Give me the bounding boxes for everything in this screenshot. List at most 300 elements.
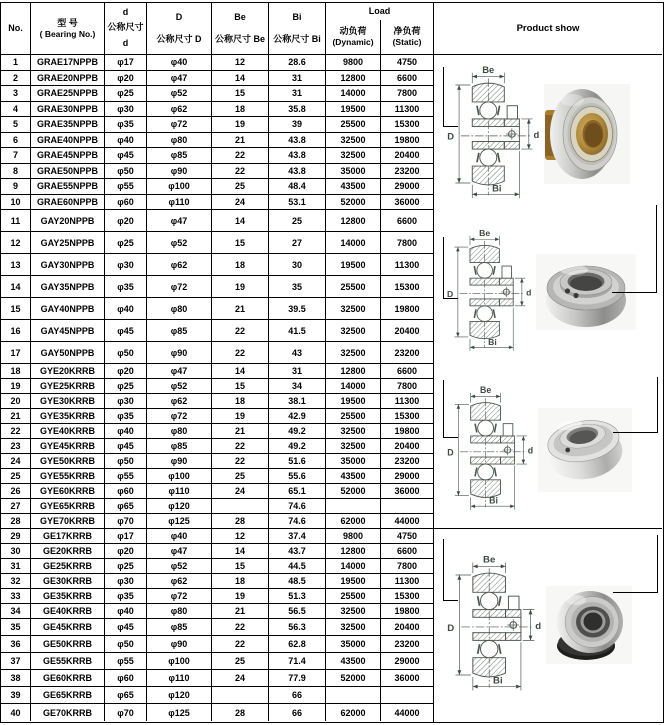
cell-dyn: 19500 [326, 394, 381, 408]
cell-no: 2 [1, 71, 31, 86]
cell-bi: 44.5 [269, 559, 326, 573]
cell-no: 15 [1, 298, 31, 319]
cell-be: 12 [212, 529, 269, 543]
cell-stat: 20400 [394, 622, 420, 632]
cell-bearing: GRAE25NPPB [31, 86, 105, 101]
table-row [1, 574, 433, 589]
table-body [1, 55, 433, 722]
cell-bi: 71.4 [269, 653, 326, 669]
table-row [1, 670, 433, 687]
cell-stat: 19800 [394, 426, 420, 436]
cell-D: φ85 [147, 320, 212, 341]
cell-bi: 39 [269, 117, 326, 132]
cell-bi: 27 [269, 232, 326, 253]
cell-bearing: GAY50NPPB [31, 342, 105, 363]
bearing-cross-section-diagram [444, 63, 542, 205]
cell-bi: 74.6 [269, 514, 326, 528]
cell-no: 39 [1, 687, 31, 703]
cell-bearing: GYE70KRRB [31, 514, 105, 528]
product-section-upper [434, 55, 662, 529]
header-bearing-no [31, 3, 105, 54]
cell-D: φ100 [147, 653, 212, 669]
header-Be [212, 3, 269, 54]
cell-bearing: GE55KRRB [31, 653, 105, 669]
cell-stat: 29000 [394, 471, 420, 481]
product-show-label: Product show [516, 23, 580, 34]
cell-d: φ65 [105, 687, 147, 703]
header-dynamic-cn: 动负荷 [339, 25, 367, 36]
cell-bi: 35.8 [269, 102, 326, 117]
cell-be: 18 [212, 254, 269, 275]
cell-d: φ30 [105, 394, 147, 408]
cell-stat: 36000 [394, 196, 420, 207]
cell-d: φ40 [105, 298, 147, 319]
cell-dyn: 52000 [326, 670, 381, 686]
spec-table [1, 3, 433, 722]
cell-D: φ90 [147, 342, 212, 363]
cell-d: φ45 [105, 320, 147, 341]
cell-no: 34 [1, 604, 31, 618]
cell-D: φ52 [147, 559, 212, 573]
cell-no: 8 [1, 164, 31, 179]
cell-d: φ25 [105, 559, 147, 573]
cell-D: φ72 [147, 117, 212, 132]
image-frame-mark [613, 535, 658, 593]
cell-bearing: GRAE20NPPB [31, 71, 105, 86]
cell-d: φ35 [105, 117, 147, 132]
cell-bi: 38.1 [269, 394, 326, 408]
cell-D: φ100 [147, 179, 212, 194]
table-row [1, 604, 433, 619]
cell-stat: 23200 [394, 165, 420, 176]
cell-no: 27 [1, 499, 31, 513]
cell-bi: 31 [269, 364, 326, 378]
table-row [1, 86, 433, 102]
table-row [1, 298, 433, 320]
table-row [1, 454, 433, 469]
cell-be: 22 [212, 342, 269, 363]
table-row [1, 687, 433, 704]
table-row [1, 71, 433, 87]
bearing-photo-brass-bore [544, 84, 630, 184]
cell-bi: 55.6 [269, 469, 326, 483]
cell-bearing: GRAE60NPPB [31, 195, 105, 210]
cell-D: φ110 [147, 484, 212, 498]
cell-stat: 11300 [394, 103, 420, 114]
table-row [1, 499, 433, 514]
cell-D: φ47 [147, 364, 212, 378]
cell-stat: 7800 [396, 561, 418, 571]
cell-stat: 36000 [394, 673, 420, 683]
bearing-cross-section-diagram [444, 552, 544, 698]
cell-bi: 51.6 [269, 454, 326, 468]
table-row [1, 589, 433, 604]
cell-D: φ80 [147, 604, 212, 618]
cell-dyn: 43500 [326, 653, 381, 669]
cell-no: 30 [1, 544, 31, 558]
cell-stat: 6600 [396, 366, 418, 376]
cell-stat: 19800 [394, 134, 420, 145]
cell-bi: 28.6 [269, 55, 326, 70]
cell-be: 25 [212, 653, 269, 669]
cell-be: 12 [212, 55, 269, 70]
cell-no: 32 [1, 574, 31, 588]
cell-d: φ17 [105, 529, 147, 543]
cell-no: 9 [1, 179, 31, 194]
cell-stat: 11300 [394, 259, 420, 270]
cell-bi: 62.8 [269, 636, 326, 652]
cell-bearing: GAY30NPPB [31, 254, 105, 275]
table-row [1, 636, 433, 653]
cell-d: φ65 [105, 499, 147, 513]
cell-bearing: GYE55KRRB [31, 469, 105, 483]
image-frame-mark [443, 237, 458, 299]
cell-bi: 41.5 [269, 320, 326, 341]
cell-no: 10 [1, 195, 31, 210]
cell-D: φ125 [147, 704, 212, 721]
cell-be: 24 [212, 484, 269, 498]
header-d-symbol: d [122, 7, 129, 17]
cell-d: φ20 [105, 364, 147, 378]
product-show-header [434, 3, 662, 55]
cell-dyn [326, 499, 381, 513]
cell-stat: 7800 [396, 88, 418, 99]
table-row [1, 276, 433, 298]
cell-be: 18 [212, 394, 269, 408]
cell-no: 22 [1, 424, 31, 438]
table-row [1, 102, 433, 118]
cell-bi: 43.7 [269, 544, 326, 558]
table-row [1, 133, 433, 149]
cell-bi: 56.5 [269, 604, 326, 618]
cell-bi: 66 [269, 704, 326, 721]
cell-no: 28 [1, 514, 31, 528]
cell-D: φ72 [147, 276, 212, 297]
cell-D: φ72 [147, 409, 212, 423]
cell-bearing: GRAE45NPPB [31, 148, 105, 163]
cell-dyn: 43500 [326, 179, 381, 194]
cell-dyn: 32500 [326, 604, 381, 618]
table-row [1, 254, 433, 276]
cell-no: 5 [1, 117, 31, 132]
cell-stat: 44000 [394, 516, 420, 526]
cell-stat: 23200 [394, 456, 420, 466]
cell-stat: 29000 [394, 656, 420, 666]
cell-stat: 20400 [394, 150, 420, 161]
cell-stat: 20400 [394, 325, 420, 336]
cell-bearing: GYE60KRRB [31, 484, 105, 498]
header-D-symbol: D [175, 11, 183, 22]
cell-d: φ55 [105, 469, 147, 483]
cell-D: φ85 [147, 619, 212, 635]
table-row [1, 55, 433, 71]
cell-D: φ80 [147, 424, 212, 438]
cell-d: φ25 [105, 86, 147, 101]
cell-D: φ62 [147, 394, 212, 408]
cell-no: 24 [1, 454, 31, 468]
cell-bearing: GE30KRRB [31, 574, 105, 588]
cell-no: 33 [1, 589, 31, 603]
cell-bearing: GYE45KRRB [31, 439, 105, 453]
cell-be: 24 [212, 670, 269, 686]
cell-be: 25 [212, 469, 269, 483]
cell-dyn: 9800 [326, 529, 381, 543]
cell-bearing: GAY35NPPB [31, 276, 105, 297]
cell-bi: 31 [269, 71, 326, 86]
cell-be: 15 [212, 379, 269, 393]
cell-bearing: GYE20KRRB [31, 364, 105, 378]
cell-stat: 36000 [394, 486, 420, 496]
header-load-dynamic [326, 20, 381, 54]
cell-no: 18 [1, 364, 31, 378]
table-row [1, 653, 433, 670]
cell-stat: 15300 [394, 119, 420, 130]
table-row [1, 394, 433, 409]
cell-no: 25 [1, 469, 31, 483]
cell-be: 22 [212, 320, 269, 341]
cell-d: φ50 [105, 164, 147, 179]
cell-dyn: 43500 [326, 469, 381, 483]
cell-bi: 56.3 [269, 619, 326, 635]
header-load-title: Load [368, 5, 391, 16]
cell-bearing: GE35KRRB [31, 589, 105, 603]
cell-no: 17 [1, 342, 31, 363]
cell-D: φ47 [147, 544, 212, 558]
cell-d: φ25 [105, 232, 147, 253]
cell-bi: 48.4 [269, 179, 326, 194]
product-group-grae [434, 55, 662, 213]
image-frame-mark [613, 377, 658, 433]
cell-stat: 7800 [396, 237, 418, 248]
cell-dyn: 14000 [326, 559, 381, 573]
cell-no: 1 [1, 55, 31, 70]
table-row [1, 484, 433, 499]
cell-D: φ90 [147, 636, 212, 652]
cell-no: 35 [1, 619, 31, 635]
cell-bi: 43.8 [269, 133, 326, 148]
cell-bi: 35 [269, 276, 326, 297]
cell-no: 20 [1, 394, 31, 408]
cell-d: φ20 [105, 210, 147, 231]
cell-d: φ35 [105, 589, 147, 603]
cell-be: 21 [212, 424, 269, 438]
header-D-nominal: 公称尺寸 D [156, 34, 202, 45]
cell-bearing: GE20KRRB [31, 544, 105, 558]
product-group-ge [444, 529, 632, 721]
cell-be: 15 [212, 559, 269, 573]
cell-be: 22 [212, 439, 269, 453]
cell-bearing: GE25KRRB [31, 559, 105, 573]
cell-stat [381, 687, 433, 703]
cell-bearing: GRAE17NPPB [31, 55, 105, 70]
table-row [1, 619, 433, 636]
cell-d: φ25 [105, 379, 147, 393]
cell-d: φ30 [105, 254, 147, 275]
cell-be: 19 [212, 117, 269, 132]
cell-dyn: 19500 [326, 574, 381, 588]
header-d-nominal: 公称尺寸 [107, 22, 144, 33]
cell-D: φ52 [147, 232, 212, 253]
cell-be: 21 [212, 298, 269, 319]
table-row [1, 148, 433, 164]
cell-be: 22 [212, 454, 269, 468]
cell-be: 21 [212, 604, 269, 618]
cell-bi: 43.8 [269, 164, 326, 179]
cell-no: 31 [1, 559, 31, 573]
image-frame-mark [443, 380, 458, 438]
cell-bearing: GRAE30NPPB [31, 102, 105, 117]
cell-no: 38 [1, 670, 31, 686]
cell-stat: 6600 [396, 72, 418, 83]
cell-be: 19 [212, 276, 269, 297]
table-row [1, 409, 433, 424]
cell-dyn: 32500 [326, 439, 381, 453]
cell-bearing: GYE50KRRB [31, 454, 105, 468]
cell-bearing: GRAE55NPPB [31, 179, 105, 194]
cell-be: 18 [212, 574, 269, 588]
cell-dyn: 32500 [326, 320, 381, 341]
cell-stat: 15300 [394, 591, 420, 601]
table-row [1, 514, 433, 529]
table-row [1, 704, 433, 721]
cell-bearing: GYE40KRRB [31, 424, 105, 438]
header-static-en: (Static) [392, 37, 422, 48]
table-row [1, 342, 433, 364]
cell-bearing: GAY20NPPB [31, 210, 105, 231]
header-Bi-nominal: 公称尺寸 Bi [273, 34, 321, 45]
table-row [1, 210, 433, 232]
cell-dyn: 19500 [326, 254, 381, 275]
cell-dyn: 25500 [326, 589, 381, 603]
product-body [434, 55, 662, 722]
cell-d: φ50 [105, 454, 147, 468]
header-D [147, 3, 212, 54]
cell-bi: 51.3 [269, 589, 326, 603]
cell-d: φ40 [105, 604, 147, 618]
cell-dyn: 12800 [326, 210, 381, 231]
cell-D: φ40 [147, 529, 212, 543]
cell-bi: 65.1 [269, 484, 326, 498]
cell-d: φ55 [105, 179, 147, 194]
product-column [433, 3, 662, 722]
cell-bi: 49.2 [269, 439, 326, 453]
product-section-lower [434, 529, 662, 721]
cell-stat: 19800 [394, 606, 420, 616]
cell-no: 40 [1, 704, 31, 721]
cell-bi: 66 [269, 687, 326, 703]
cell-be: 28 [212, 704, 269, 721]
header-no: No. [1, 3, 31, 54]
cell-be: 22 [212, 636, 269, 652]
table-row [1, 164, 433, 180]
cell-stat: 6600 [396, 215, 418, 226]
header-Be-nominal: 公称尺寸 Be [214, 34, 265, 45]
cell-bi: 31 [269, 86, 326, 101]
cell-d: φ30 [105, 102, 147, 117]
cell-d: φ40 [105, 133, 147, 148]
cell-be: 14 [212, 544, 269, 558]
cell-D: φ47 [147, 210, 212, 231]
cell-d: φ20 [105, 71, 147, 86]
image-frame-mark [612, 205, 657, 293]
cell-dyn: 52000 [326, 195, 381, 210]
table-row [1, 320, 433, 342]
table-row [1, 232, 433, 254]
cell-D: φ52 [147, 379, 212, 393]
cell-bearing: GYE30KRRB [31, 394, 105, 408]
cell-bearing: GE17KRRB [31, 529, 105, 543]
cell-dyn: 14000 [326, 86, 381, 101]
cell-D: φ72 [147, 589, 212, 603]
cell-bearing: GE70KRRB [31, 704, 105, 721]
cell-dyn: 35000 [326, 636, 381, 652]
cell-d: φ60 [105, 670, 147, 686]
cell-be: 22 [212, 619, 269, 635]
cell-dyn: 35000 [326, 454, 381, 468]
cell-D: φ40 [147, 55, 212, 70]
cell-bearing: GE45KRRB [31, 619, 105, 635]
cell-bi: 37.4 [269, 529, 326, 543]
cell-stat: 19800 [394, 303, 420, 314]
cell-be: 15 [212, 86, 269, 101]
cell-dyn: 32500 [326, 133, 381, 148]
table-row [1, 529, 433, 544]
cell-no: 12 [1, 232, 31, 253]
table-row [1, 424, 433, 439]
cell-d: φ50 [105, 636, 147, 652]
cell-d: φ45 [105, 619, 147, 635]
cell-dyn: 32500 [326, 342, 381, 363]
image-frame-mark [443, 67, 458, 127]
cell-dyn: 19500 [326, 102, 381, 117]
cell-be: 28 [212, 514, 269, 528]
spec-sheet [0, 2, 664, 723]
cell-d: φ30 [105, 574, 147, 588]
cell-bearing: GRAE40NPPB [31, 133, 105, 148]
cell-no: 29 [1, 529, 31, 543]
cell-be: 22 [212, 164, 269, 179]
cell-bearing: GAY40NPPB [31, 298, 105, 319]
header-Be-symbol: Be [234, 11, 246, 22]
table-row [1, 439, 433, 454]
cell-bi: 49.2 [269, 424, 326, 438]
cell-d: φ35 [105, 409, 147, 423]
cell-bi: 77.9 [269, 670, 326, 686]
cell-dyn: 14000 [326, 232, 381, 253]
cell-dyn: 25500 [326, 409, 381, 423]
cell-bearing: GYE35KRRB [31, 409, 105, 423]
cell-dyn: 25500 [326, 276, 381, 297]
cell-d: φ40 [105, 424, 147, 438]
cell-D: φ110 [147, 670, 212, 686]
cell-d: φ20 [105, 544, 147, 558]
cell-D: φ90 [147, 454, 212, 468]
cell-D: φ62 [147, 574, 212, 588]
cell-bi: 25 [269, 210, 326, 231]
cell-stat: 4750 [396, 57, 418, 68]
cell-no: 7 [1, 148, 31, 163]
cell-stat [381, 499, 433, 513]
cell-D: φ120 [147, 499, 212, 513]
cell-d: φ45 [105, 148, 147, 163]
table-row [1, 379, 433, 394]
table-row [1, 117, 433, 133]
cell-stat: 4750 [396, 531, 418, 541]
cell-dyn: 14000 [326, 379, 381, 393]
cell-dyn: 32500 [326, 424, 381, 438]
cell-no: 13 [1, 254, 31, 275]
cell-d: φ55 [105, 653, 147, 669]
